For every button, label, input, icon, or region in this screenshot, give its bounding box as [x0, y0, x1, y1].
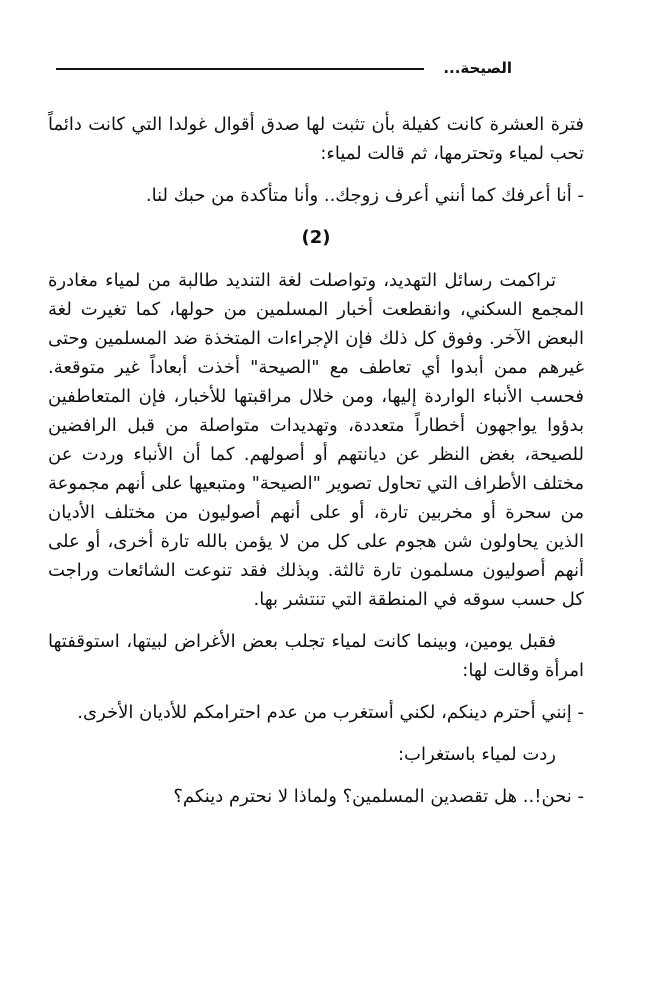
dialogue-line: - نحن!.. هل تقصدين المسلمين؟ ولماذا لا نحترم دينكم؟: [173, 786, 584, 807]
paragraph: ردت لمياء باستغراب:: [397, 744, 556, 765]
dialogue-line: - إنني أحترم دينكم، لكني أستغرب من عدم احترامكم للأديان الأخرى.: [77, 702, 584, 723]
paragraph: فترة العشرة كانت كفيلة بأن تثبت لها صدق أقوال غولدا التي كانت دائماً تحب لمياء وتحترمها، ثم قالت لمياء:: [48, 114, 584, 164]
body-text: [48, 110, 584, 824]
running-header: [56, 56, 512, 80]
section-number: (2): [301, 227, 331, 248]
paragraph: فقبل يومين، وبينما كانت لمياء تجلب بعض الأغراض لبيتها، استوقفتها امرأة وقالت لها:: [48, 631, 584, 681]
running-title: الصيحة...: [443, 59, 512, 77]
header-rule: [56, 68, 424, 70]
dialogue-line: - أنا أعرفك كما أنني أعرف زوجك.. وأنا متأكدة من حبك لنا.: [145, 185, 584, 206]
paragraph: تراكمت رسائل التهديد، وتواصلت لغة التنديد طالبة من لمياء مغادرة المجمع السكني، وانقطعت أخبار المسلمين من حولها، كما تغيرت لغة البعض الآخر. وفوق كل ذلك فإن الإجراءات المتخذة ضد المسلمين وحتى غيرهم ممن أبدوا أي تعاطف مع "الصيحة" أخذت أبعاداً غير متوقعة. فحسب الأنباء الواردة إليها، ومن خلال مراقبتها للأخبار، فإن المتعاطفين بدؤوا يواجهون أخطاراً متعددة، وتهديدات متواصلة من قبل الرافضين للصيحة، بغض النظر عن ديانتهم أو أصولهم. كما أن الأنباء وردت عن مختلف الأطراف التي تحاول تصوير "الصيحة" ومتبعيها على أنهم مجموعة من سحرة أو مخربين تارة، أو على أنهم أصوليون من مختلف الأديان الذين يحاولون شن هجوم على كل من لا يؤمن بالله تارة أخرى، أو على أنهم أصوليون مسلمون تارة ثالثة. وبذلك فقد تنوعت الشائعات وراجت كل حسب سوقه في المنطقة التي تنتشر بها.: [48, 270, 584, 610]
